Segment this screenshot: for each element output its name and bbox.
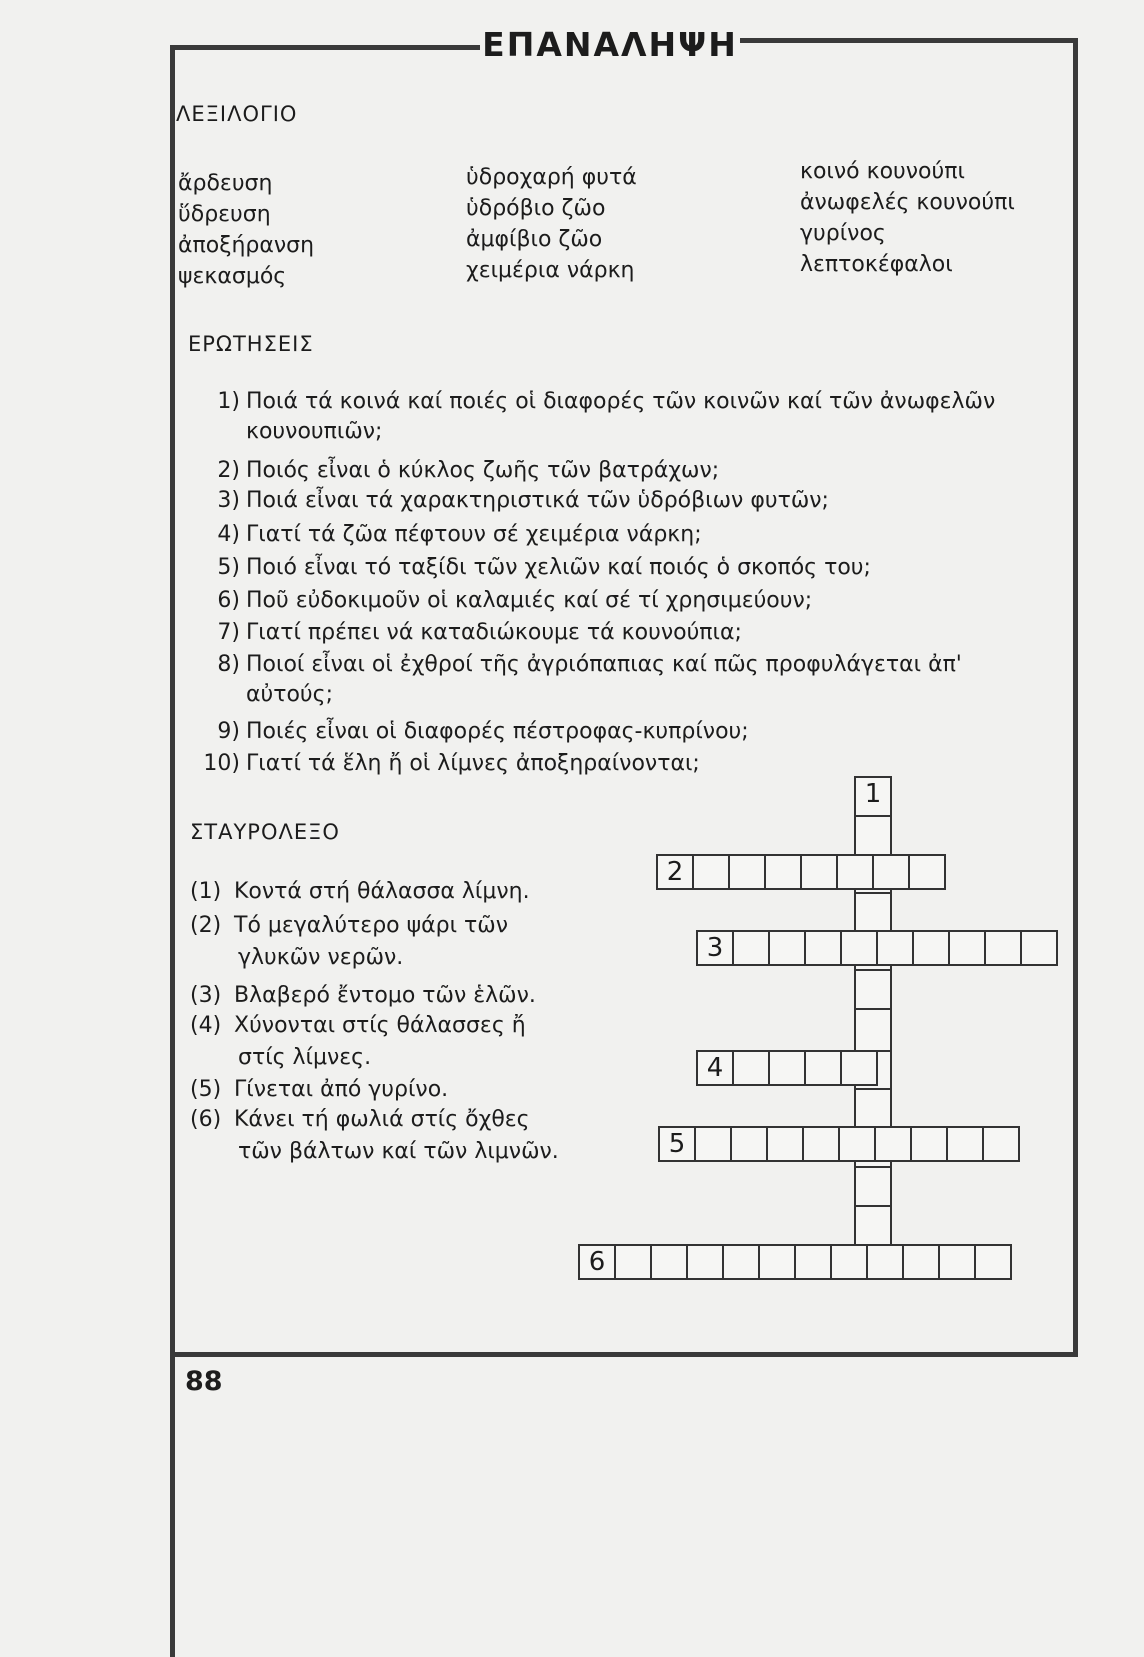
question-item	[198, 717, 749, 747]
crossword-clue	[190, 980, 536, 1012]
crossword-cell[interactable]	[982, 1126, 1020, 1162]
question-number: 8)	[217, 652, 240, 677]
vocab-term: κοινό κουνούπι	[800, 159, 965, 184]
question-text: Ποιές εἶναι οἱ διαφορές πέστροφας-κυπρίνου;	[246, 719, 749, 744]
question-number: 4)	[217, 522, 240, 547]
crossword-cell[interactable]: 3	[696, 930, 734, 966]
crossword-cell[interactable]	[866, 1244, 904, 1280]
crossword-cell[interactable]	[650, 1244, 688, 1280]
question-number: 3)	[217, 488, 240, 513]
crossword-cell[interactable]	[984, 930, 1022, 966]
vocab-term: γυρίνος	[800, 221, 886, 246]
question-item	[198, 650, 962, 710]
vocab-term: ἄρδευση	[178, 171, 273, 196]
crossword-cell[interactable]	[836, 854, 874, 890]
crossword-cell[interactable]: 1	[854, 776, 892, 817]
crossword-clue	[190, 876, 530, 908]
question-item	[198, 456, 719, 486]
vocabulary-col2	[466, 162, 637, 286]
crossword-cell[interactable]	[830, 1244, 868, 1280]
crossword-cell[interactable]	[910, 1126, 948, 1162]
crossword-cell[interactable]	[804, 1050, 842, 1086]
crossword-cell[interactable]	[840, 1050, 878, 1086]
question-text: Ποιό εἶναι τό ταξίδι τῶν χελιῶν καί ποιός ὁ σκοπός του;	[246, 555, 871, 580]
clue-number: (4)	[190, 1013, 222, 1038]
crossword-cell[interactable]	[764, 854, 802, 890]
question-text: Ποιός εἶναι ὁ κύκλος ζωῆς τῶν βατράχων;	[246, 458, 720, 483]
page-number: 88	[185, 1366, 223, 1397]
clue-text: Κοντά στή θάλασσα λίμνη.	[234, 879, 530, 904]
question-number: 2)	[217, 458, 240, 483]
crossword-cell[interactable]	[794, 1244, 832, 1280]
crossword-cell[interactable]	[938, 1244, 976, 1280]
clue-number: (3)	[190, 983, 222, 1008]
vocab-term: ἀμφίβιο ζῶο	[466, 227, 603, 252]
question-text: Ποῦ εὐδοκιμοῦν οἱ καλαμιές καί σέ τί χρησιμεύουν;	[246, 588, 813, 613]
question-number: 1)	[217, 389, 240, 414]
crossword-cell[interactable]	[840, 930, 878, 966]
crossword-cell[interactable]	[854, 1166, 892, 1207]
vocab-term: ψεκασμός	[178, 264, 287, 289]
question-item	[198, 387, 995, 447]
vocabulary-heading: ΛΕΞΙΛΟΓΙΟ	[176, 102, 298, 126]
crossword-cell[interactable]	[730, 1126, 768, 1162]
clue-text: Γίνεται ἀπό γυρίνο.	[234, 1077, 449, 1102]
question-text-continued: αὐτούς;	[246, 682, 333, 707]
crossword-cell[interactable]	[758, 1244, 796, 1280]
crossword-cell[interactable]	[946, 1126, 984, 1162]
crossword-cell[interactable]	[854, 1088, 892, 1128]
vocabulary-col1	[178, 168, 314, 292]
question-item	[198, 618, 742, 648]
crossword-cell[interactable]	[838, 1126, 876, 1162]
question-number: 6)	[217, 588, 240, 613]
question-text: Γιατί τά ζῶα πέφτουν σέ χειμέρια νάρκη;	[246, 522, 702, 547]
crossword-cell[interactable]	[854, 815, 892, 856]
crossword-cell[interactable]	[692, 854, 730, 890]
crossword-cell[interactable]	[908, 854, 946, 890]
crossword-clue	[190, 1104, 559, 1168]
crossword-cell[interactable]: 6	[578, 1244, 616, 1280]
question-item	[198, 553, 871, 583]
question-text-continued: κουνουπιῶν;	[246, 419, 383, 444]
crossword-cell[interactable]	[872, 854, 910, 890]
frame-left	[170, 45, 175, 1657]
question-text: Γιατί πρέπει νά καταδιώκουμε τά κουνούπια;	[246, 620, 742, 645]
crossword-cell[interactable]	[1020, 930, 1058, 966]
crossword-clue	[190, 910, 508, 974]
vocab-term: ὑδρόβιο ζῶο	[466, 196, 606, 221]
crossword-cell[interactable]	[804, 930, 842, 966]
crossword-cell[interactable]	[768, 1050, 806, 1086]
clue-number: (5)	[190, 1077, 222, 1102]
clue-number: (2)	[190, 913, 222, 938]
clue-number: (6)	[190, 1107, 222, 1132]
crossword-cell[interactable]	[686, 1244, 724, 1280]
crossword-clue	[190, 1074, 448, 1106]
question-item	[198, 520, 702, 550]
crossword-cell[interactable]	[768, 930, 806, 966]
crossword-heading: ΣΤΑΥΡΟΛΕΞΟ	[190, 820, 340, 844]
question-text: Γιατί τά ἕλη ἤ οἱ λίμνες ἀποξηραίνονται;	[246, 751, 700, 776]
question-text: Ποιοί εἶναι οἱ ἐχθροί τῆς ἀγριόπαπιας καί πῶς προφυλάγεται ἀπ'	[246, 652, 962, 677]
clue-text-continued: τῶν βάλτων καί τῶν λιμνῶν.	[238, 1139, 559, 1164]
question-number: 5)	[217, 555, 240, 580]
crossword-cell[interactable]	[766, 1126, 804, 1162]
clue-text: Χύνονται στίς θάλασσες ἤ	[234, 1013, 526, 1038]
crossword-cell[interactable]	[912, 930, 950, 966]
crossword-cell[interactable]	[732, 1050, 770, 1086]
crossword-cell[interactable]	[722, 1244, 760, 1280]
crossword-clue	[190, 1010, 526, 1074]
page-title: ΕΠΑΝΑΛΗΨΗ	[480, 22, 740, 68]
crossword-cell[interactable]	[948, 930, 986, 966]
frame-bottom-edge	[170, 1352, 1078, 1357]
vocab-term: ὑδροχαρή φυτά	[466, 165, 637, 190]
crossword-cell[interactable]: 4	[696, 1050, 734, 1086]
crossword-cell[interactable]	[876, 930, 914, 966]
crossword-cell[interactable]	[974, 1244, 1012, 1280]
crossword-cell[interactable]	[732, 930, 770, 966]
question-number: 7)	[217, 620, 240, 645]
crossword-cell[interactable]	[874, 1126, 912, 1162]
question-item	[198, 749, 700, 779]
crossword-cell[interactable]	[854, 1205, 892, 1246]
frame-top-right	[730, 38, 1078, 43]
clue-text: Βλαβερό ἔντομο τῶν ἑλῶν.	[234, 983, 536, 1008]
vocabulary-col3	[800, 156, 1015, 280]
question-item	[198, 586, 812, 616]
crossword-cell[interactable]	[854, 969, 892, 1010]
question-number: 9)	[217, 719, 240, 744]
crossword-cell[interactable]: 5	[658, 1126, 696, 1162]
question-number: 10)	[203, 751, 240, 776]
frame-right	[1073, 38, 1078, 644]
crossword-cell[interactable]	[802, 1126, 840, 1162]
crossword-cell[interactable]	[800, 854, 838, 890]
frame-top-left	[170, 45, 490, 50]
vocab-term: λεπτοκέφαλοι	[800, 252, 953, 277]
clue-text: Τό μεγαλύτερο ψάρι τῶν	[234, 913, 508, 938]
questions-heading: ΕΡΩΤΗΣΕΙΣ	[188, 332, 314, 356]
crossword-cell[interactable]	[902, 1244, 940, 1280]
question-text: Ποιά τά κοινά καί ποιές οἱ διαφορές τῶν κοινῶν καί τῶν ἀνωφελῶν	[246, 389, 996, 414]
vocab-term: ἀνωφελές κουνούπι	[800, 190, 1015, 215]
question-text: Ποιά εἶναι τά χαρακτηριστικά τῶν ὑδρόβιων φυτῶν;	[246, 488, 829, 513]
crossword-cell[interactable]: 2	[656, 854, 694, 890]
frame-right-lower	[1073, 640, 1078, 1357]
crossword-cell[interactable]	[694, 1126, 732, 1162]
vocab-term: ὕδρευση	[178, 202, 271, 227]
clue-text: Κάνει τή φωλιά στίς ὄχθες	[234, 1107, 530, 1132]
clue-text-continued: στίς λίμνες.	[238, 1045, 372, 1070]
crossword-cell[interactable]	[728, 854, 766, 890]
question-item	[198, 486, 829, 516]
clue-number: (1)	[190, 879, 222, 904]
clue-text-continued: γλυκῶν νερῶν.	[238, 945, 404, 970]
crossword-cell[interactable]	[854, 892, 892, 932]
vocab-term: χειμέρια νάρκη	[466, 258, 635, 283]
crossword-cell[interactable]	[854, 1008, 892, 1052]
vocab-term: ἀποξήρανση	[178, 233, 315, 258]
crossword-cell[interactable]	[614, 1244, 652, 1280]
